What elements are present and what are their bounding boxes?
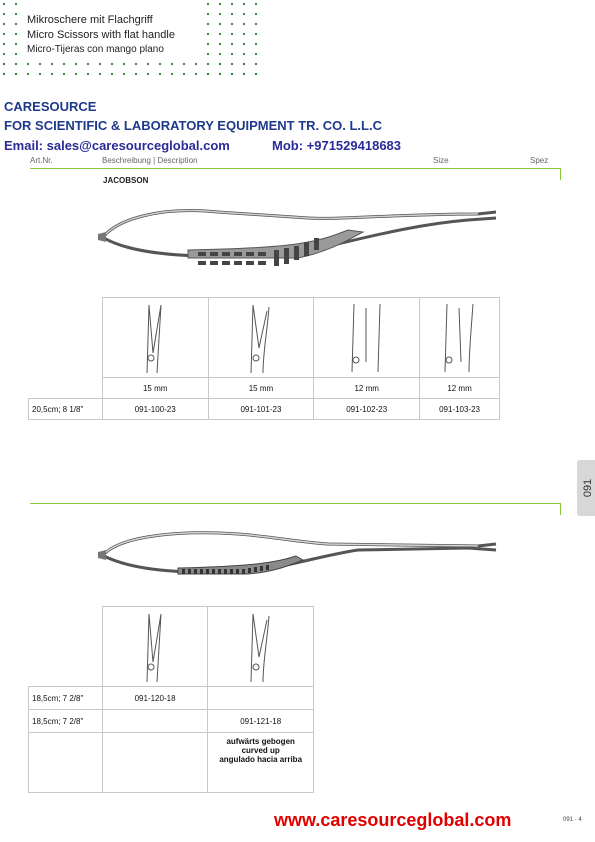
column-art: Art.Nr. [30,156,53,165]
scissor-tip-straight-icon [342,302,392,374]
empty-cell [29,733,103,793]
length-cell: 20,5cm; 8 1/8" [29,399,103,420]
section2-table [28,606,314,793]
tip-image-cell [102,298,208,378]
scissor-tip-straight-icon [135,303,175,373]
title-spanish: Micro-Tijeras con mango plano [27,44,164,55]
note-german: aufwärts gebogen [226,737,295,746]
chapter-tab [577,460,595,516]
note-spanish: angulado hacia arriba [219,755,303,764]
scissors-image-jacobson [98,190,500,280]
mobile-number: Mob: +971529418683 [272,138,402,153]
size-cell: 15 mm [102,378,208,399]
column-spez: Spez [530,156,549,165]
empty-cell [208,687,314,710]
tip-image-cell [208,298,314,378]
empty-cell [102,710,208,733]
header-divider-end [560,168,561,180]
chapter-tab-label: 091 [582,478,595,498]
tip-image-cell [420,298,500,378]
article-number: 091-102-23 [314,399,420,420]
scissor-tip-curved-icon [241,612,281,682]
website-link[interactable]: www.caresourceglobal.com [274,810,512,830]
scissor-tip-straight-icon [135,612,175,682]
tip-image-cell [102,607,208,687]
title-english: Micro Scissors with flat handle [27,29,175,41]
size-cell: 12 mm [314,378,420,399]
column-description: Beschreibung | Description [102,156,198,165]
length-cell: 18,5cm; 7 2/8" [29,710,103,733]
tip-image-cell [314,298,420,378]
curvature-note [208,733,314,793]
company-name: CARESOURCE [4,99,97,114]
scissors-image-flat-handle [98,522,500,594]
section-divider-end [560,503,561,515]
size-cell: 12 mm [420,378,500,399]
contact-line [4,138,402,153]
section-divider [30,503,560,504]
article-number: 091-103-23 [420,399,500,420]
article-number: 091-100-23 [102,399,208,420]
scissor-tip-curved-icon [241,303,281,373]
tip-image-cell [208,607,314,687]
company-subtitle: FOR SCIENTIFIC & LABORATORY EQUIPMENT TR. CO. L.L.C [4,118,382,133]
page-number: 091 · 4 [563,817,582,823]
article-number: 091-101-23 [208,399,314,420]
size-cell: 15 mm [208,378,314,399]
section1-table [28,297,500,420]
scissor-tip-curved-icon [435,302,485,374]
section-title: JACOBSON [103,176,149,185]
blank-cell [29,298,103,378]
blank-cell [29,378,103,399]
article-number: 091-120-18 [102,687,208,710]
length-cell: 18,5cm; 7 2/8" [29,687,103,710]
note-english: curved up [241,746,280,755]
article-number: 091-121-18 [208,710,314,733]
title-german: Mikroschere mit Flachgriff [27,14,153,26]
header-divider [30,168,560,169]
empty-cell [102,733,208,793]
column-size: Size [433,156,449,165]
blank-cell [29,607,103,687]
email-link[interactable]: Email: sales@caresourceglobal.com [4,138,230,153]
